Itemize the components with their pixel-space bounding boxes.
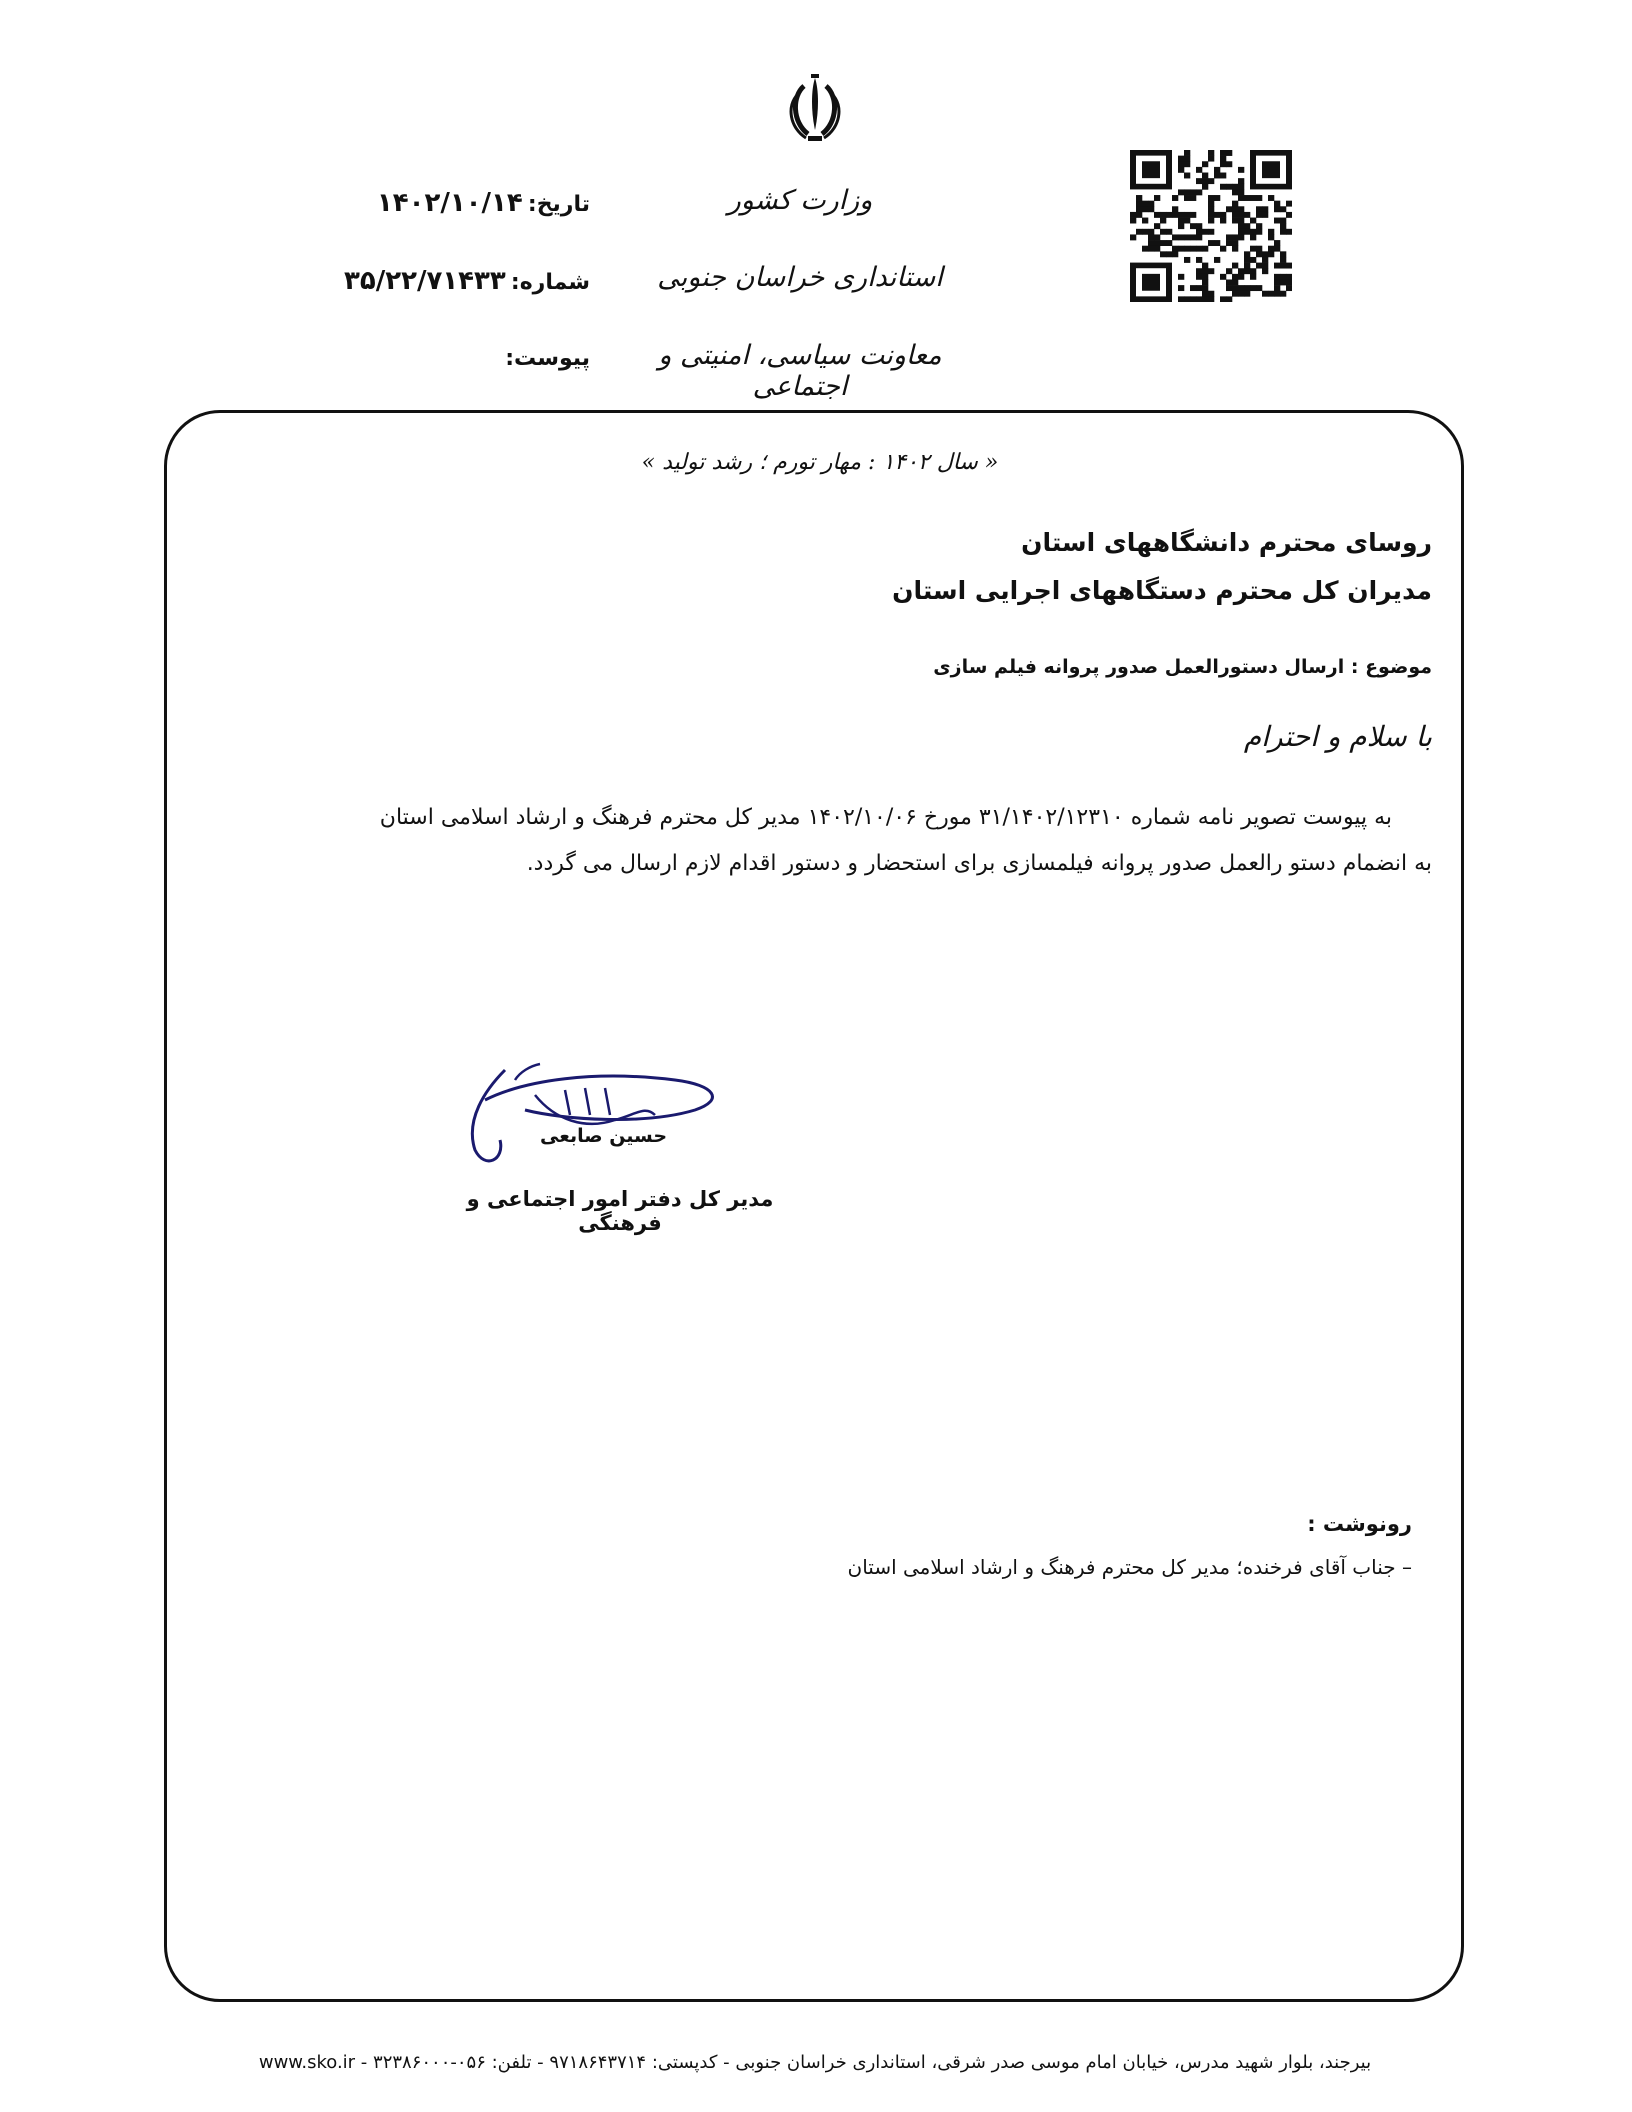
signature-scribble (445, 1060, 745, 1180)
recipient-1: روسای محترم دانشگاههای استان (1021, 528, 1432, 557)
body-line-2: به انضمام دستو رالعمل صدور پروانه فیلمسازی برای استحضار و دستور اقدام لازم ارسال می گردد. (526, 851, 1432, 876)
date-row (360, 188, 590, 218)
recipient-2: مدیران کل محترم دستگاههای اجرایی استان (892, 576, 1432, 605)
year-slogan: « سال ۱۴۰۲ : مهار تورم ؛ رشد تولید » (641, 450, 999, 475)
date-label: تاریخ: (527, 192, 590, 217)
signer-name: حسین صابعی (540, 1125, 668, 1147)
signer-title: مدیر کل دفتر امور اجتماعی و فرهنگی (466, 1187, 774, 1235)
attachment-row (420, 346, 590, 371)
body-line-1: به پیوست تصویر نامه شماره ۳۱/۱۴۰۲/۱۲۳۱۰ مورخ ۱۴۰۲/۱۰/۰۶ مدیر کل محترم فرهنگ و ارشاد اسلامی استان (379, 805, 1392, 830)
number-label: شماره: (510, 270, 590, 295)
iran-emblem-icon (780, 72, 850, 146)
cc-item: – جناب آقای فرخنده؛ مدیر کل محترم فرهنگ و ارشاد اسلامی استان (847, 1555, 1412, 1579)
footer-address: بیرجند، بلوار شهید مدرس، خیابان امام موسی صدر شرقی، استانداری خراسان جنوبی - کدپستی: ۹۷۱۸۶۴۳۷۱۴ - تلفن: ۰۵۶-۳۲۳۸۶۰۰۰ - www.sko.ir (258, 2052, 1372, 2073)
attachment-label: پیوست: (505, 346, 590, 371)
governorate-title: استانداری خراسان جنوبی (657, 262, 943, 293)
cc-title: رونوشت : (1307, 1512, 1412, 1536)
greeting: با سلام و احترام (1243, 720, 1432, 753)
subject-line: موضوع : ارسال دستورالعمل صدور پروانه فیلم سازی (933, 656, 1432, 678)
number-value: ۳۵/۲۲/۷۱۴۳۳ (343, 266, 506, 296)
ministry-title: وزارت کشور (727, 185, 873, 216)
number-row (340, 266, 590, 296)
letter-frame (164, 410, 1464, 2002)
date-value: ۱۴۰۲/۱۰/۱۴ (376, 188, 523, 218)
deputy-title: معاونت سیاسی، امنیتی و اجتماعی (658, 340, 942, 402)
qr-code-icon (1130, 150, 1292, 302)
